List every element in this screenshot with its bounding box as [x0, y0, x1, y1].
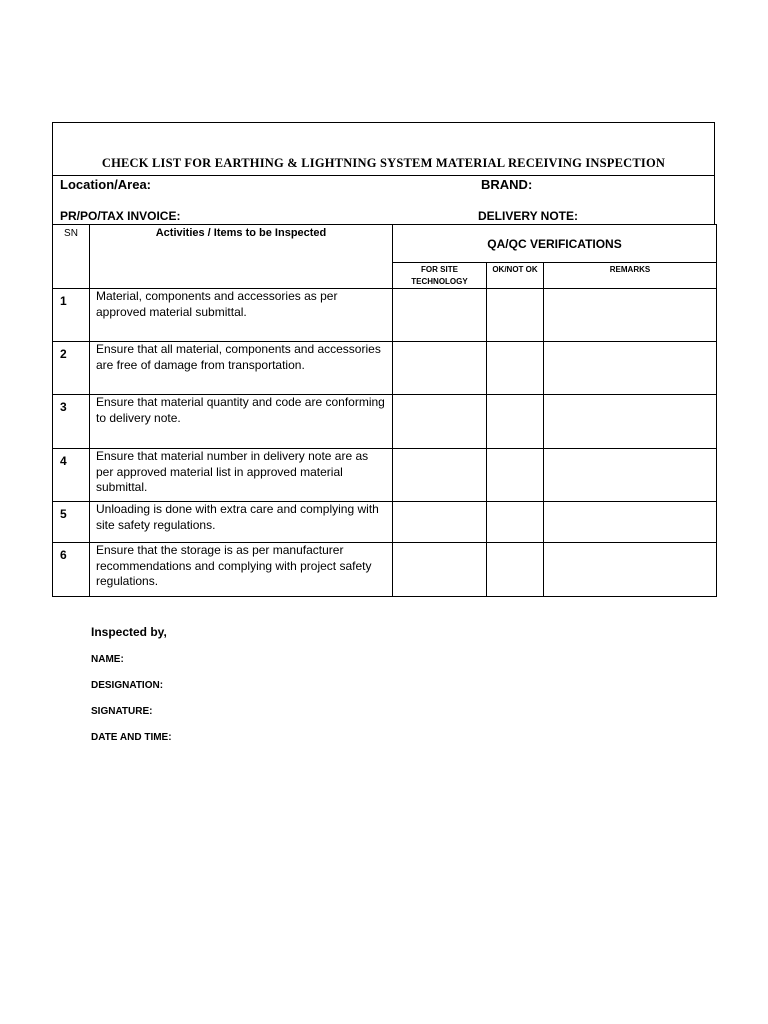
name-field-label: NAME:	[91, 654, 124, 665]
table-row	[53, 395, 717, 449]
row-activity: Ensure that material number in delivery note are as per approved material list in approved material submittal.	[90, 449, 393, 502]
delivery-note-label: DELIVERY NOTE:	[478, 209, 579, 223]
row-activity: Ensure that all material, components and accessories are free of damage from transportation.	[90, 342, 393, 395]
remarks-cell[interactable]	[544, 449, 717, 502]
header-ok-not-ok: OK/NOT OK	[487, 263, 544, 289]
designation-field-label: DESIGNATION:	[91, 680, 164, 691]
row-sn: 5	[53, 502, 90, 543]
ok-not-ok-cell[interactable]	[487, 395, 544, 449]
table-row	[53, 502, 717, 543]
title-box	[52, 122, 715, 175]
table-row	[53, 543, 717, 597]
table-row	[53, 342, 717, 395]
inspected-by-label: Inspected by,	[91, 625, 167, 639]
header-sn: SN	[53, 225, 90, 289]
row-sn: 4	[53, 449, 90, 502]
inspection-table	[52, 224, 717, 597]
row-activity: Ensure that the storage is as per manufacturer recommendations and complying with project safety regulations.	[90, 543, 393, 597]
header-qa-qc: QA/QC VERIFICATIONS	[393, 225, 717, 263]
remarks-cell[interactable]	[544, 289, 717, 342]
row-activity: Unloading is done with extra care and complying with site safety regulations.	[90, 502, 393, 543]
row-sn: 6	[53, 543, 90, 597]
for-site-cell[interactable]	[393, 543, 487, 597]
row-sn: 2	[53, 342, 90, 395]
location-label: Location/Area:	[60, 177, 152, 192]
ok-not-ok-cell[interactable]	[487, 543, 544, 597]
for-site-cell[interactable]	[393, 289, 487, 342]
row-activity: Ensure that material quantity and code are conforming to delivery note.	[90, 395, 393, 449]
ok-not-ok-cell[interactable]	[487, 502, 544, 543]
ok-not-ok-cell[interactable]	[487, 449, 544, 502]
for-site-cell[interactable]	[393, 449, 487, 502]
invoice-label: PR/PO/TAX INVOICE:	[60, 209, 181, 223]
document-title: CHECK LIST FOR EARTHING & LIGHTNING SYSTEM MATERIAL RECEIVING INSPECTION	[101, 156, 666, 170]
for-site-cell[interactable]	[393, 342, 487, 395]
inspection-signoff	[91, 625, 172, 758]
remarks-cell[interactable]	[544, 543, 717, 597]
for-site-cell[interactable]	[393, 395, 487, 449]
date-time-field-label: DATE AND TIME:	[91, 732, 172, 743]
for-site-cell[interactable]	[393, 502, 487, 543]
remarks-cell[interactable]	[544, 395, 717, 449]
brand-label: BRAND:	[481, 177, 533, 192]
header-activities: Activities / Items to be Inspected	[90, 225, 393, 289]
table-row	[53, 289, 717, 342]
row-activity: Material, components and accessories as per approved material submittal.	[90, 289, 393, 342]
remarks-cell[interactable]	[544, 342, 717, 395]
ok-not-ok-cell[interactable]	[487, 342, 544, 395]
row-sn: 1	[53, 289, 90, 342]
header-for-site: FOR SITE TECHNOLOGY	[393, 263, 487, 289]
ok-not-ok-cell[interactable]	[487, 289, 544, 342]
row-sn: 3	[53, 395, 90, 449]
remarks-cell[interactable]	[544, 502, 717, 543]
info-section	[52, 175, 715, 225]
signature-field-label: SIGNATURE:	[91, 706, 153, 717]
table-row	[53, 449, 717, 502]
header-remarks: REMARKS	[544, 263, 717, 289]
